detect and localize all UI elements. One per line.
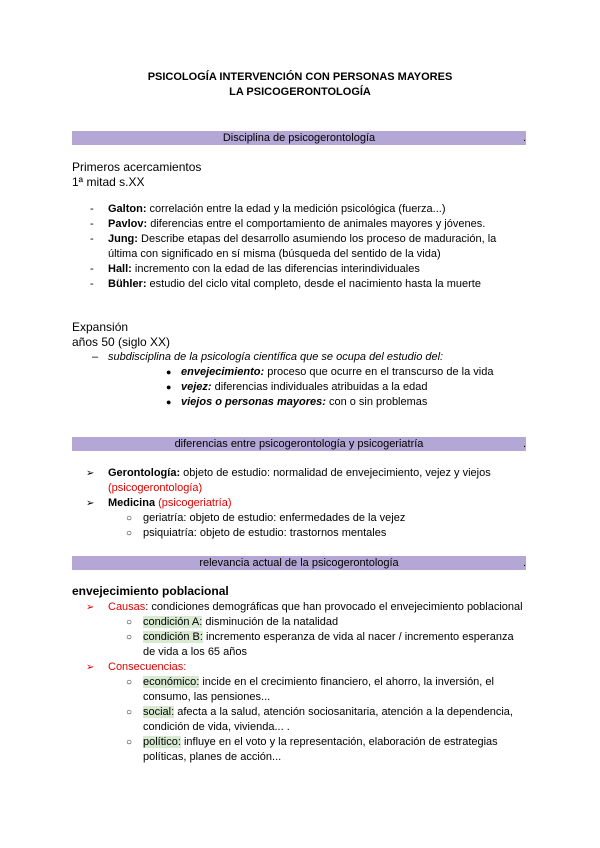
item-text: correlación entre la edad y la medición psicológica (fuerza...) [146, 203, 446, 215]
dash-icon: - [90, 203, 94, 215]
list-item-continuation [0, 690, 600, 705]
bullet-icon: ● [166, 382, 172, 392]
causas-label: Causas [108, 601, 146, 613]
politico-label: político: [143, 736, 181, 748]
cond-b-label: condición B: [143, 631, 203, 643]
term: Medicina [108, 497, 156, 509]
list-item [0, 380, 600, 395]
dash-icon: - [90, 263, 94, 275]
item-text: diferencias entre el comportamiento de animales mayores y jóvenes. [147, 218, 486, 230]
term-text: con o sin problemas [325, 396, 428, 408]
heading-anos50: años 50 (siglo XX) [72, 335, 171, 349]
list-item-continuation [0, 750, 600, 765]
term-red-note: (psicogeriatría) [155, 497, 232, 509]
relevancia-list [0, 600, 600, 765]
section-bar-dot: . [522, 438, 526, 450]
list-item-continuation [0, 720, 600, 735]
section-bar-label: Disciplina de psicogerontología [222, 132, 376, 144]
sub-text: geriatría: objeto de estudio: enfermedades de la vejez [143, 512, 406, 524]
list-item [0, 365, 600, 380]
longdash-icon: – [92, 351, 99, 363]
term: Gerontología: [108, 467, 181, 479]
dash-icon: - [90, 233, 94, 245]
arrow-icon: ➢ [86, 498, 95, 509]
list-item [0, 600, 600, 615]
list-item [0, 217, 600, 232]
term: vejez: [181, 381, 212, 393]
term-text: objeto de estudio: normalidad de envejecimiento, vejez y viejos [180, 467, 491, 479]
term: envejecimiento: [181, 366, 265, 378]
sub-text: psiquiatría: objeto de estudio: trastornos mentales [143, 527, 387, 539]
heading-expansion: Expansión [72, 320, 129, 334]
heading-primeros: Primeros acercamientos [72, 160, 202, 174]
item-text-line2: última con significado en sí misma (búsqueda del sentido de la vida) [108, 248, 441, 260]
list-item [0, 735, 600, 750]
cond-b-text-line2: de vida a los 65 años [143, 646, 247, 658]
consecuencias-label: Consecuencias: [108, 661, 187, 673]
list-item [0, 660, 600, 675]
subdiscipline-intro [0, 350, 600, 365]
item-text: Describe etapas del desarrollo asumiendo los proceso de maduración, la [137, 233, 497, 245]
list-item [0, 466, 600, 481]
list-item-continuation [0, 247, 600, 262]
arrow-icon: ➢ [86, 468, 95, 479]
circle-icon: ○ [126, 707, 133, 718]
list-item [0, 202, 600, 217]
item-name: Jung: [108, 233, 138, 245]
section-bar-diferencias [72, 437, 526, 451]
diferencias-list [0, 466, 600, 541]
term-red-note: (psicogerontología) [108, 482, 203, 494]
item-name: Pavlov: [108, 218, 148, 230]
section-bar-dot: . [522, 557, 526, 569]
section-bar-label: diferencias entre psicogerontología y psicogeriatría [174, 438, 424, 450]
arrow-icon: ➢ [86, 602, 95, 613]
econ-text-line2: consumo, las pensiones... [143, 691, 271, 703]
arrow-icon: ➢ [86, 662, 95, 673]
politico-text-line2: políticas, planes de acción... [143, 751, 282, 763]
list-item [0, 277, 600, 292]
list-item [0, 615, 600, 630]
term-text: diferencias individuales atribuidas a la edad [211, 381, 428, 393]
dash-icon: - [90, 218, 94, 230]
section-bar-dot: . [522, 132, 526, 144]
econ-label: económico: [143, 676, 200, 688]
list-item [0, 395, 600, 410]
pioneers-list [0, 202, 600, 292]
circle-icon: ○ [126, 677, 133, 688]
causas-text: : condiciones demográficas que han provocado el envejecimiento poblacional [145, 601, 523, 613]
term-text: proceso que ocurre en el transcurso de la vida [264, 366, 494, 378]
document-title: PSICOLOGÍA INTERVENCIÓN CON PERSONAS MAYORES [147, 71, 453, 83]
bullet-icon: ● [166, 397, 172, 407]
cond-a-label: condición A: [143, 616, 203, 628]
social-text-line2: condición de vida, vivienda... . [143, 721, 290, 733]
list-item [0, 705, 600, 720]
item-text: incremento con la edad de las diferencias interindividuales [131, 263, 420, 275]
list-item [0, 496, 600, 511]
list-item [0, 511, 600, 526]
heading-mitad: 1ª mitad s.XX [72, 175, 145, 189]
list-item [0, 262, 600, 277]
heading-envejecimiento-poblacional: envejecimiento poblacional [72, 584, 229, 598]
item-name: Bühler: [108, 278, 147, 290]
circle-icon: ○ [126, 528, 133, 539]
circle-icon: ○ [126, 737, 133, 748]
subdiscipline-list [0, 365, 600, 410]
document-subtitle: LA PSICOGERONTOLOGÍA [229, 86, 371, 98]
list-item [0, 232, 600, 247]
circle-icon: ○ [126, 632, 133, 643]
sub-intro-text: subdisciplina de la psicología científica que se ocupa del estudio del: [108, 351, 444, 363]
circle-icon: ○ [126, 513, 133, 524]
list-item [0, 630, 600, 645]
list-item [0, 526, 600, 541]
bullet-icon: ● [166, 367, 172, 377]
social-text: afecta a la salud, atención sociosanitaria, atención a la dependencia, [174, 706, 513, 718]
cond-a-text: disminución de la natalidad [202, 616, 339, 628]
social-label: social: [143, 706, 175, 718]
politico-text: influye en el voto y la representación, elaboración de estrategias [180, 736, 498, 748]
section-bar-disciplina [72, 131, 526, 145]
term: viejos o personas mayores: [181, 396, 326, 408]
list-item-continuation [0, 645, 600, 660]
item-text: estudio del ciclo vital completo, desde el nacimiento hasta la muerte [146, 278, 481, 290]
dash-icon: - [90, 278, 94, 290]
circle-icon: ○ [126, 617, 133, 628]
econ-text: incide en el crecimiento financiero, el ahorro, la inversión, el [199, 676, 494, 688]
cond-b-text: incremento esperanza de vida al nacer / incremento esperanza [202, 631, 514, 643]
item-name: Galton: [108, 203, 147, 215]
section-bar-relevancia [72, 556, 526, 570]
list-item [0, 675, 600, 690]
section-bar-label: relevancia actual de la psicogerontología [199, 557, 399, 569]
item-name: Hall: [108, 263, 132, 275]
list-item-continuation [0, 481, 600, 496]
